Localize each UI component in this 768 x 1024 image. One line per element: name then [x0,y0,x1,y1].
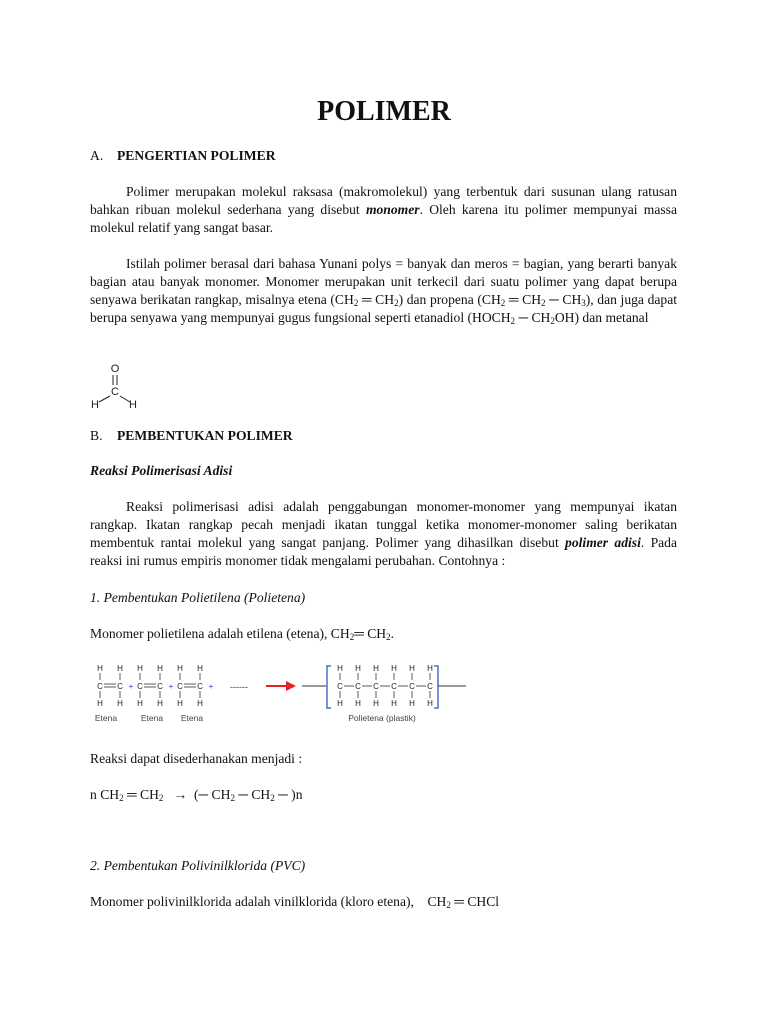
section-a-heading [90,147,276,165]
atom-h: H [157,699,163,708]
atom-c: C [355,682,361,691]
atom-h: H [409,699,415,708]
atom-h: H [97,699,103,708]
section-a-number: A. [90,148,104,163]
atom-h: H [409,664,415,673]
term-polimer-adisi: polimer adisi [565,535,641,550]
plus-sign: + [168,682,174,691]
atom-h-right: H [129,399,137,411]
section-a-title: PENGERTIAN POLIMER [117,148,276,163]
reaction-arrow-head [286,681,296,691]
atom-h-left: H [91,399,99,411]
item-polyethylene-heading: 1. Pembentukan Polietilena (Polietena) [90,590,306,605]
paragraph-text: . Oleh karena itu polimer mempunyai massa molekul relatif yang sangat basar. [90,202,677,235]
atom-h: H [373,699,379,708]
plus-sign: + [208,682,214,691]
atom-h: H [97,664,103,673]
subscript: 2 [510,316,516,326]
subscript: 2 [500,298,506,308]
atom-h: H [427,664,433,673]
atom-c: C [97,682,103,691]
atom-c: C [197,682,203,691]
atom-h: H [337,664,343,673]
atom-h: H [355,664,361,673]
formaldehyde-structure [84,360,148,412]
paragraph-text: OH) dan metanal [554,310,649,325]
atom-h: H [197,699,203,708]
polymer-chain [337,664,433,708]
atom-h: H [373,664,379,673]
equation-text: ═ CH [123,787,159,802]
section-b-title: PEMBENTUKAN POLIMER [117,428,293,443]
subscript: 2 [119,793,124,803]
paragraph-text: Reaksi polimerisasi adisi adalah penggabungan monomer-monomer yang mempunyai ikatan rangkap. Ikatan rangkap pecah menjadi ikatan tunggal ketika monomer-monomer saling berikatan membentuk rantai molekul yang sangat panjang. Polimer yang dihasilkan disebut [90,499,677,550]
paragraph-etymology [90,255,677,327]
subscript: 2 [270,793,275,803]
bracket-left [327,666,331,708]
label-etena-1: Etena [94,713,118,723]
atom-h: H [355,699,361,708]
paragraph-definition [90,183,677,237]
section-b-heading [90,427,293,445]
simplified-equation [90,786,303,804]
page-title: POLIMER [317,96,451,127]
paragraph-text: . Pada reaksi ini rumus empiris monomer tidak mengalami perubahan. Contohnya : [90,535,677,568]
atom-h: H [157,664,163,673]
monomer-polyethylene-line [90,625,394,643]
atom-c: C [409,682,415,691]
paragraph-text: ) dan propena (CH [398,292,501,307]
paragraph-text: ), dan juga dapat berupa senyawa yang mempunyai gugus fungsional seperti etanadiol (HOCH [90,292,678,325]
term-monomer: monomer [365,202,420,217]
subscript: 2 [446,900,451,910]
subscript: 2 [541,298,546,308]
subscript: 2 [353,298,359,308]
subscript: 2 [550,316,555,326]
label-etena-2: Etena [140,713,164,723]
atom-c: C [137,682,143,691]
atom-h: H [117,664,123,673]
atom-c: C [391,682,397,691]
atom-c: C [177,682,183,691]
atom-c: C [427,682,433,691]
paragraph-text: Polimer merupakan molekul raksasa (makromolekul) yang terbentuk dari susunan ulang ratusan bahkan ribuan molekul sederhana yang disebut [90,184,677,217]
atom-h: H [197,664,203,673]
monomer-pvc-line [90,893,499,911]
bracket-right [434,666,438,708]
equation-text: ─ CH [234,787,271,802]
atom-h: H [137,664,143,673]
polyethylene-reaction-diagram [90,660,470,730]
label-etena-3: Etena [180,713,204,723]
subscript: 2 [386,632,391,642]
atom-c: C [117,682,123,691]
monomer-molecules [97,664,214,708]
monomer-text: Monomer polivinilklorida adalah vinilklorida (kloro etena), CH [90,894,447,909]
ellipsis-dashes: ------ [230,682,248,692]
paragraph-text: ─ CH [515,310,551,325]
paragraph-text: ─ CH [545,292,582,307]
monomer-text: . [390,626,395,641]
item-pvc-heading: 2. Pembentukan Polivinilklorida (PVC) [90,858,306,873]
subscript: 3 [581,298,586,308]
monomer-text: ═ CH [354,626,387,641]
paragraph-text: ═ CH [505,292,542,307]
monomer-text: ═ CHCl [450,894,500,909]
label-polietena: Polietena (plastik) [348,713,416,723]
subscript: 2 [158,793,164,803]
subscript: 2 [230,793,235,803]
atom-c: C [111,386,119,398]
paragraph-text: ═ CH [358,292,395,307]
section-b-number: B. [90,428,103,443]
atom-c: C [337,682,343,691]
simplify-text: Reaksi dapat disederhanakan menjadi : [90,751,303,766]
monomer-text: Monomer polietilena adalah etilena (etena), CH [90,626,350,641]
atom-h: H [391,699,397,708]
atom-h: H [177,699,183,708]
subscript: 2 [349,632,355,642]
plus-sign: + [128,682,134,691]
atom-h: H [391,664,397,673]
atom-h: H [427,699,433,708]
atom-h: H [117,699,123,708]
bond-left [99,396,110,402]
atom-c: C [373,682,379,691]
paragraph-text: Istilah polimer berasal dari bahasa Yunani polys = banyak dan meros = bagian, yang berarti banyak bagian atau banyak monomer. Monomer merupakan unit terkecil dari suatu polimer yang dapat berupa senyawa berikatan rangkap, misalnya etena (CH [90,256,677,307]
atom-o: O [110,363,120,375]
atom-c: C [157,682,163,691]
atom-h: H [337,699,343,708]
atom-h: H [137,699,143,708]
equation-text: n CH [90,787,120,802]
subscript: 2 [394,298,399,308]
equation-text: → (─ CH [163,787,231,802]
atom-h: H [177,664,183,673]
paragraph-addition [90,498,677,570]
equation-text: ─ )n [274,787,303,802]
subheading-addition-polymerization: Reaksi Polimerisasi Adisi [90,463,233,478]
